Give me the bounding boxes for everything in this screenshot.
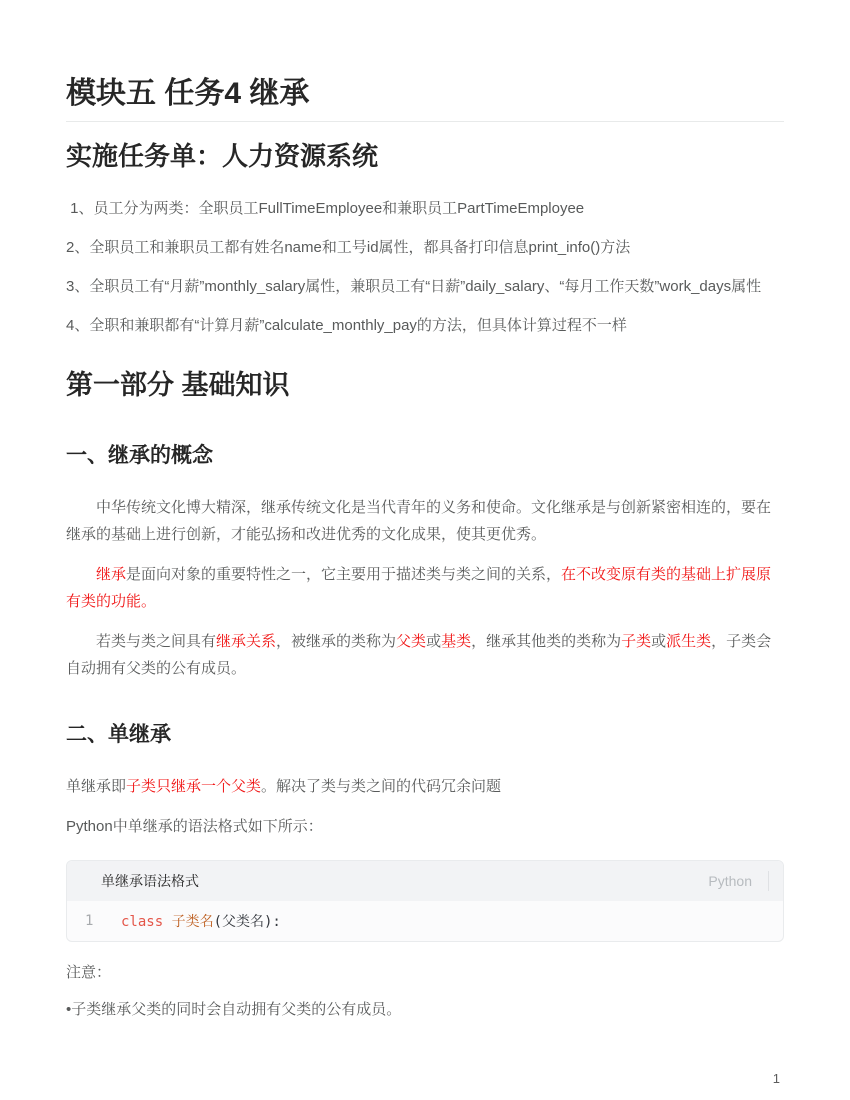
code-header-divider <box>768 871 769 891</box>
section2-heading: 二、单继承 <box>66 723 171 746</box>
paragraph-text: 或 <box>426 633 442 650</box>
task-list <box>66 195 784 339</box>
document-content <box>0 76 850 1023</box>
code-language-label: Python <box>708 873 752 889</box>
code-line-number: 1 <box>85 913 94 929</box>
code-line <box>67 901 783 941</box>
highlight-text: 在不改变原有类的基础上扩展原有类的功能。 <box>66 566 772 610</box>
paragraph-culture: 中华传统文化博大精深，继承传统文化是当代青年的义务和使命。文化继承是与创新紧密相连的，要在继承的基础上进行创新，才能弘扬和改进优秀的文化成果，使其更优秀。 <box>66 499 772 543</box>
paragraph-class-relations <box>66 628 784 682</box>
paragraph-text: ，子类会自动拥有父类的公有成员。 <box>66 633 772 677</box>
highlight-text: 继承 <box>96 566 127 583</box>
highlight-text: 子类 <box>621 633 652 650</box>
task-item: 4、全职和兼职都有“计算月薪”calculate_monthly_pay的方法，但具体计算过程不一样 <box>66 317 627 334</box>
task-item: 2、全职员工和兼职员工都有姓名name和工号id属性，都具备打印信息print_info()方法 <box>66 239 631 256</box>
highlight-text: 派生类 <box>666 633 712 650</box>
paragraph-text: ，被继承的类称为 <box>276 633 397 650</box>
code-block <box>66 860 784 942</box>
paragraph-text: ，继承其他类的类称为 <box>471 633 622 650</box>
highlight-text: 基类 <box>441 633 472 650</box>
note-bullet-item: •子类继承父类的同时会自动拥有父类的公有成员。 <box>66 1001 402 1018</box>
code-block-title: 单继承语法格式 <box>101 873 199 889</box>
code-plain: (父类名): <box>213 914 281 930</box>
title-divider <box>66 121 784 122</box>
note-label: 注意： <box>66 964 112 981</box>
paragraph-text: 单继承即 <box>66 778 127 795</box>
code-text <box>107 911 281 931</box>
subtitle: 实施任务单：人力资源系统 <box>66 141 379 171</box>
code-keyword: class <box>121 914 172 930</box>
page-number: 1 <box>772 1071 780 1086</box>
part1-heading: 第一部分 基础知识 <box>66 370 290 400</box>
paragraph-text: 是面向对象的重要特性之一，它主要用于描述类与类之间的关系， <box>126 566 562 583</box>
paragraph-text: 。解决了类与类之间的代码冗余问题 <box>261 778 502 795</box>
paragraph-inheritance-definition <box>66 561 784 615</box>
task-item: 3、全职员工有“月薪”monthly_salary属性，兼职员工有“日薪”daily_salary、“每月工作天数”work_days属性 <box>66 278 762 295</box>
task-item: 1、员工分为两类：全职员工FullTimeEmployee和兼职员工PartTimeEmployee <box>66 200 585 217</box>
highlight-text: 子类只继承一个父类 <box>126 778 262 795</box>
code-block-header <box>67 861 783 901</box>
page-title: 模块五 任务4 继承 <box>66 77 310 110</box>
paragraph-text: 或 <box>651 633 667 650</box>
section1-heading: 一、继承的概念 <box>66 444 213 467</box>
highlight-text: 继承关系 <box>216 633 277 650</box>
paragraph-syntax-intro: Python中单继承的语法格式如下所示： <box>66 818 323 835</box>
code-classname: 子类名 <box>171 914 214 930</box>
paragraph-text: 若类与类之间具有 <box>96 633 217 650</box>
highlight-text: 父类 <box>396 633 427 650</box>
paragraph-single-inheritance <box>66 773 784 800</box>
